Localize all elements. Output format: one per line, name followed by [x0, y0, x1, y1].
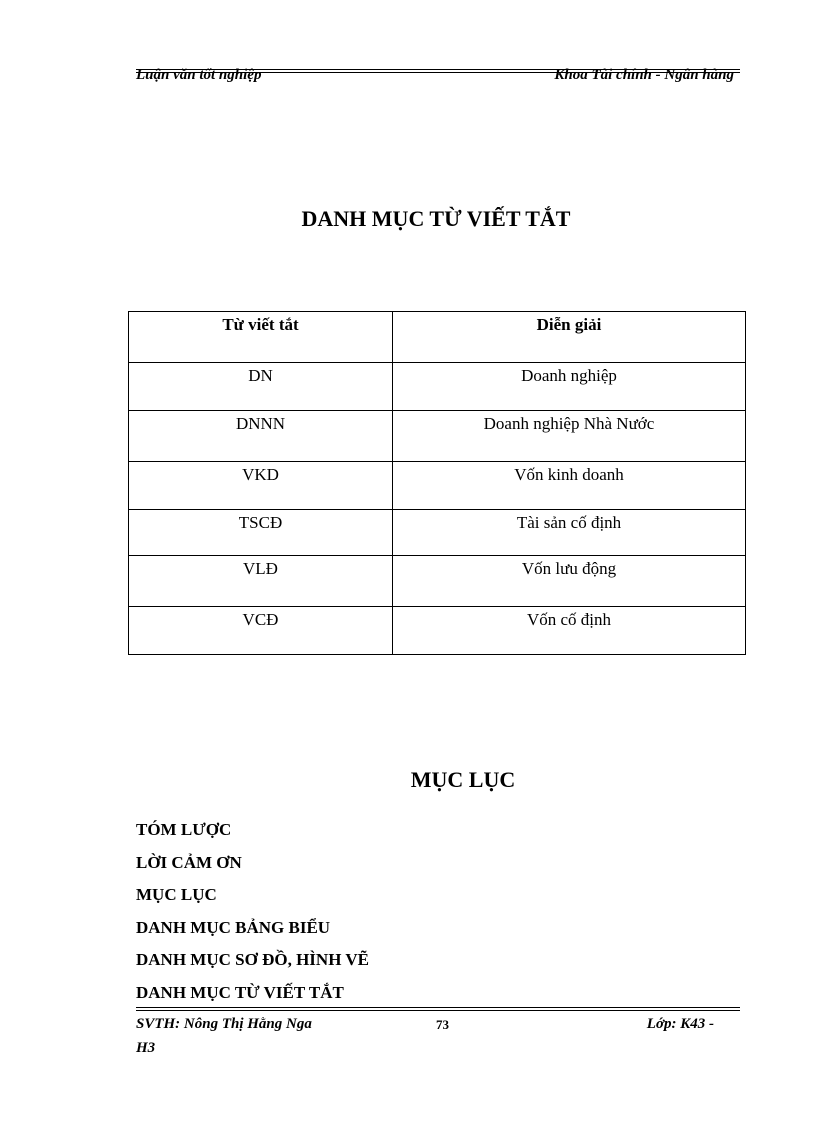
table-row [129, 411, 746, 462]
toc-item-acknowledgements[interactable]: LỜI CẢM ƠN [136, 852, 242, 872]
description-cell: Doanh nghiệp [393, 363, 746, 411]
abbreviation-cell: TSCĐ [129, 510, 393, 556]
table-row [129, 363, 746, 411]
abbreviation-cell: VLĐ [129, 556, 393, 607]
abbreviations-table [128, 311, 746, 655]
column-header-description: Diễn giải [393, 312, 746, 363]
description-cell: Vốn lưu động [393, 556, 746, 607]
table-row [129, 510, 746, 556]
footer-rule-top [136, 1007, 740, 1008]
toc-item-list-of-abbreviations[interactable]: DANH MỤC TỪ VIẾT TẮT [136, 982, 344, 1002]
toc-item-summary[interactable]: TÓM LƯỢC [136, 820, 232, 839]
page-header [136, 67, 740, 91]
table-header-row [129, 312, 746, 363]
header-faculty-label: Khoa Tài chính - Ngân hàng [554, 67, 734, 83]
abbreviation-cell: DNNN [129, 411, 393, 462]
description-cell: Tài sản cố định [393, 510, 746, 556]
description-cell: Vốn kinh doanh [393, 462, 746, 510]
abbreviation-cell: VKD [129, 462, 393, 510]
footer-class-continued: H3 [136, 1040, 156, 1056]
footer-student-name: SVTH: Nông Thị Hằng Nga [136, 1016, 312, 1032]
header-thesis-label: Luận văn tốt nghiệp [136, 67, 262, 83]
abbreviation-cell: DN [129, 363, 393, 411]
toc-item-list-of-figures[interactable]: DANH MỤC SƠ ĐỒ, HÌNH VẼ [136, 950, 369, 969]
toc-item-contents[interactable]: MỤC LỤC [136, 885, 217, 904]
table-of-contents [136, 819, 369, 1014]
footer-rule-bottom [136, 1010, 740, 1011]
footer-class: Lớp: K43 - [646, 1016, 714, 1032]
table-row [129, 556, 746, 607]
toc-title: MỤC LỤC [410, 767, 516, 792]
page-footer [136, 1007, 740, 1067]
abbreviation-cell: VCĐ [129, 607, 393, 655]
description-cell: Doanh nghiệp Nhà Nước [393, 411, 746, 462]
column-header-abbreviation: Từ viết tắt [129, 312, 393, 363]
description-cell: Vốn cố định [393, 607, 746, 655]
table-row [129, 607, 746, 655]
table-row [129, 462, 746, 510]
abbreviations-title: DANH MỤC TỪ VIẾT TẮT [301, 206, 571, 231]
toc-item-list-of-tables[interactable]: DANH MỤC BẢNG BIỂU [136, 917, 331, 937]
page-number: 73 [436, 1017, 449, 1032]
